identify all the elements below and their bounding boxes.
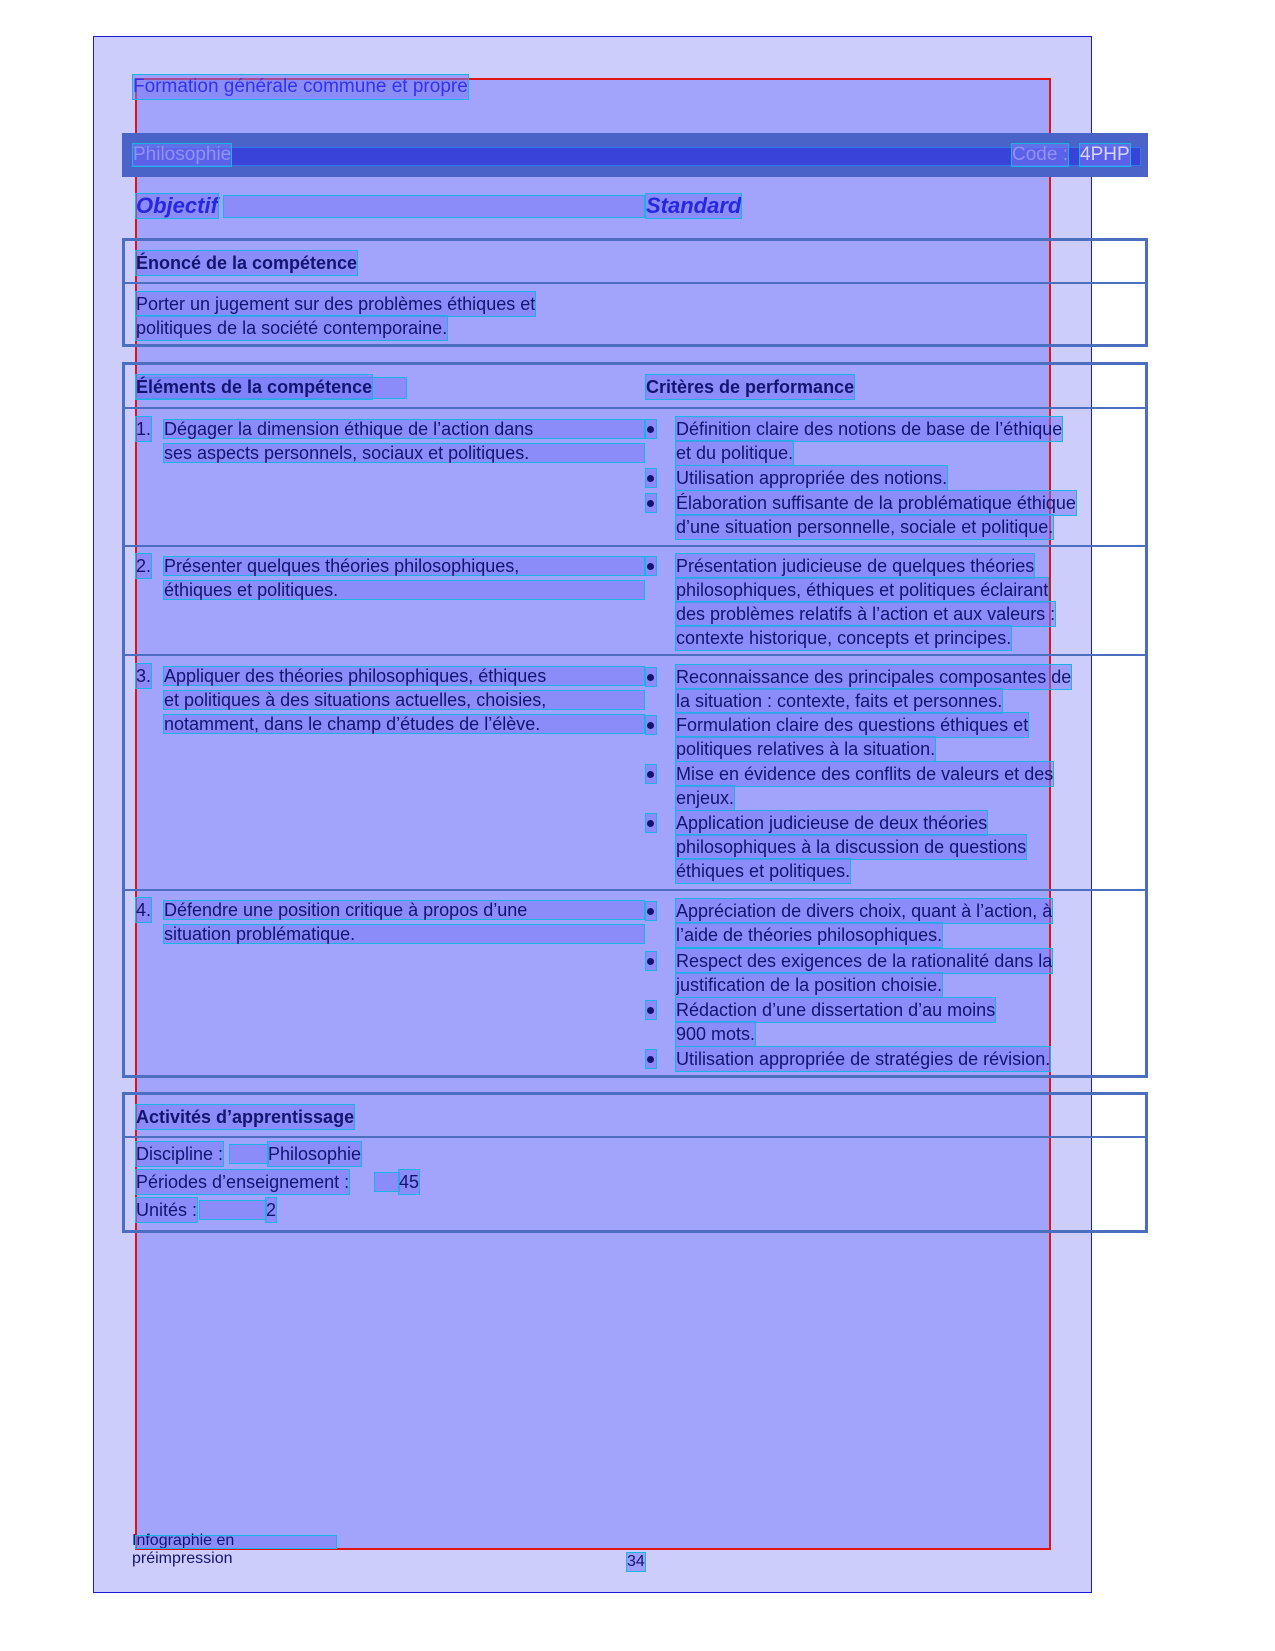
row-divider-2: [124, 654, 1146, 656]
bullet-icon: [647, 674, 654, 681]
criterion-line: d’une situation personnelle, sociale et politique.: [676, 517, 1054, 537]
enonce-line-1: Porter un jugement sur des problèmes éthiques et: [136, 294, 536, 314]
activites-label: Discipline :: [136, 1144, 224, 1164]
bullet-icon: [647, 722, 654, 729]
activites-gap: [375, 1173, 399, 1191]
element-line: et politiques à des situations actuelles, choisies,: [164, 690, 547, 710]
element-line: situation problématique.: [164, 924, 356, 944]
activites-value: 2: [266, 1200, 277, 1220]
row-divider-3: [124, 889, 1146, 891]
footer-program: Infographie en préimpression: [132, 1532, 235, 1567]
element-line: Défendre une position critique à propos d’une: [164, 900, 528, 920]
criterion-line: l’aide de théories philosophiques.: [676, 925, 943, 945]
element-line: Dégager la dimension éthique de l’action dans: [164, 419, 534, 439]
criterion-line: Utilisation appropriée des notions.: [676, 468, 948, 488]
bullet-icon: [647, 908, 654, 915]
bullet-icon: [647, 958, 654, 965]
bullet-icon: [647, 771, 654, 778]
criterion-line: Utilisation appropriée de stratégies de révision.: [676, 1049, 1051, 1069]
bullet-icon: [647, 1007, 654, 1014]
objectif-heading: Objectif: [136, 193, 218, 218]
criterion-line: Présentation judicieuse de quelques théories: [676, 556, 1035, 576]
element-number: 4.: [136, 900, 152, 920]
bullet-icon: [647, 426, 654, 433]
activites-gap: [230, 1145, 268, 1163]
activites-value: Philosophie: [268, 1144, 362, 1164]
criterion-line: enjeux.: [676, 788, 735, 808]
discipline-header-band: [133, 148, 1140, 165]
criterion-line: philosophiques, éthiques et politiques éclairant: [676, 580, 1049, 600]
col-elements-header: Éléments de la compétence: [136, 377, 373, 397]
criterion-line: Mise en évidence des conflits de valeurs et des: [676, 764, 1054, 784]
criterion-line: Reconnaissance des principales composantes de: [676, 667, 1072, 687]
bullet-icon: [647, 1056, 654, 1063]
bullet-icon: [647, 820, 654, 827]
criterion-line: contexte historique, concepts et principes.: [676, 628, 1012, 648]
element-number: 1.: [136, 419, 152, 439]
enonce-title: Énoncé de la compétence: [136, 253, 358, 273]
element-line: Présenter quelques théories philosophiques,: [164, 556, 520, 576]
element-number: 3.: [136, 666, 152, 686]
criterion-line: des problèmes relatifs à l’action et aux valeurs :: [676, 604, 1056, 624]
criterion-line: politiques relatives à la situation.: [676, 739, 936, 759]
element-line: ses aspects personnels, sociaux et politiques.: [164, 443, 530, 463]
code-value: 4PHP: [1080, 144, 1130, 165]
element-line: notamment, dans le champ d’études de l’élève.: [164, 714, 541, 734]
criterion-line: Formulation claire des questions éthiques et: [676, 715, 1029, 735]
row-divider-1: [124, 545, 1146, 547]
standard-heading: Standard: [646, 193, 742, 218]
activites-label: Unités :: [136, 1200, 198, 1220]
criterion-line: Définition claire des notions de base de l’éthique: [676, 419, 1063, 439]
criterion-line: 900 mots.: [676, 1024, 756, 1044]
bullet-icon: [647, 500, 654, 507]
element-line: Appliquer des théories philosophiques, éthiques: [164, 666, 547, 686]
criterion-line: Élaboration suffisante de la problématique éthique: [676, 493, 1076, 513]
page-number: 34: [627, 1553, 645, 1570]
code-label: Code :: [1012, 144, 1068, 165]
bullet-icon: [647, 563, 654, 570]
activites-gap: [200, 1201, 266, 1219]
objectif-heading-bar: [224, 196, 644, 217]
activites-label: Périodes d’enseignement :: [136, 1172, 350, 1192]
criterion-line: la situation : contexte, faits et personnes.: [676, 691, 1003, 711]
activites-title: Activités d’apprentissage: [136, 1107, 355, 1127]
criterion-line: Rédaction d’une dissertation d’au moins: [676, 1000, 996, 1020]
activites-value: 45: [399, 1172, 420, 1192]
criterion-line: Application judicieuse de deux théories: [676, 813, 988, 833]
elements-header-divider: [124, 407, 1146, 409]
criterion-line: Appréciation de divers choix, quant à l’action, à: [676, 901, 1053, 921]
criterion-line: philosophiques à la discussion de questions: [676, 837, 1027, 857]
enonce-line-2: politiques de la société contemporaine.: [136, 318, 448, 338]
footer-program-clip: [132, 1532, 336, 1567]
element-line: éthiques et politiques.: [164, 580, 339, 600]
enonce-divider: [124, 282, 1146, 284]
criterion-line: justification de la position choisie.: [676, 975, 943, 995]
activites-divider: [124, 1136, 1146, 1138]
section-title: Formation générale commune et propre: [133, 76, 468, 97]
element-number: 2.: [136, 556, 152, 576]
bullet-icon: [647, 475, 654, 482]
criterion-line: et du politique.: [676, 443, 794, 463]
col-criteres-header: Critères de performance: [646, 377, 855, 397]
discipline-name: Philosophie: [133, 144, 232, 165]
criterion-line: éthiques et politiques.: [676, 861, 851, 881]
criterion-line: Respect des exigences de la rationalité dans la: [676, 951, 1053, 971]
